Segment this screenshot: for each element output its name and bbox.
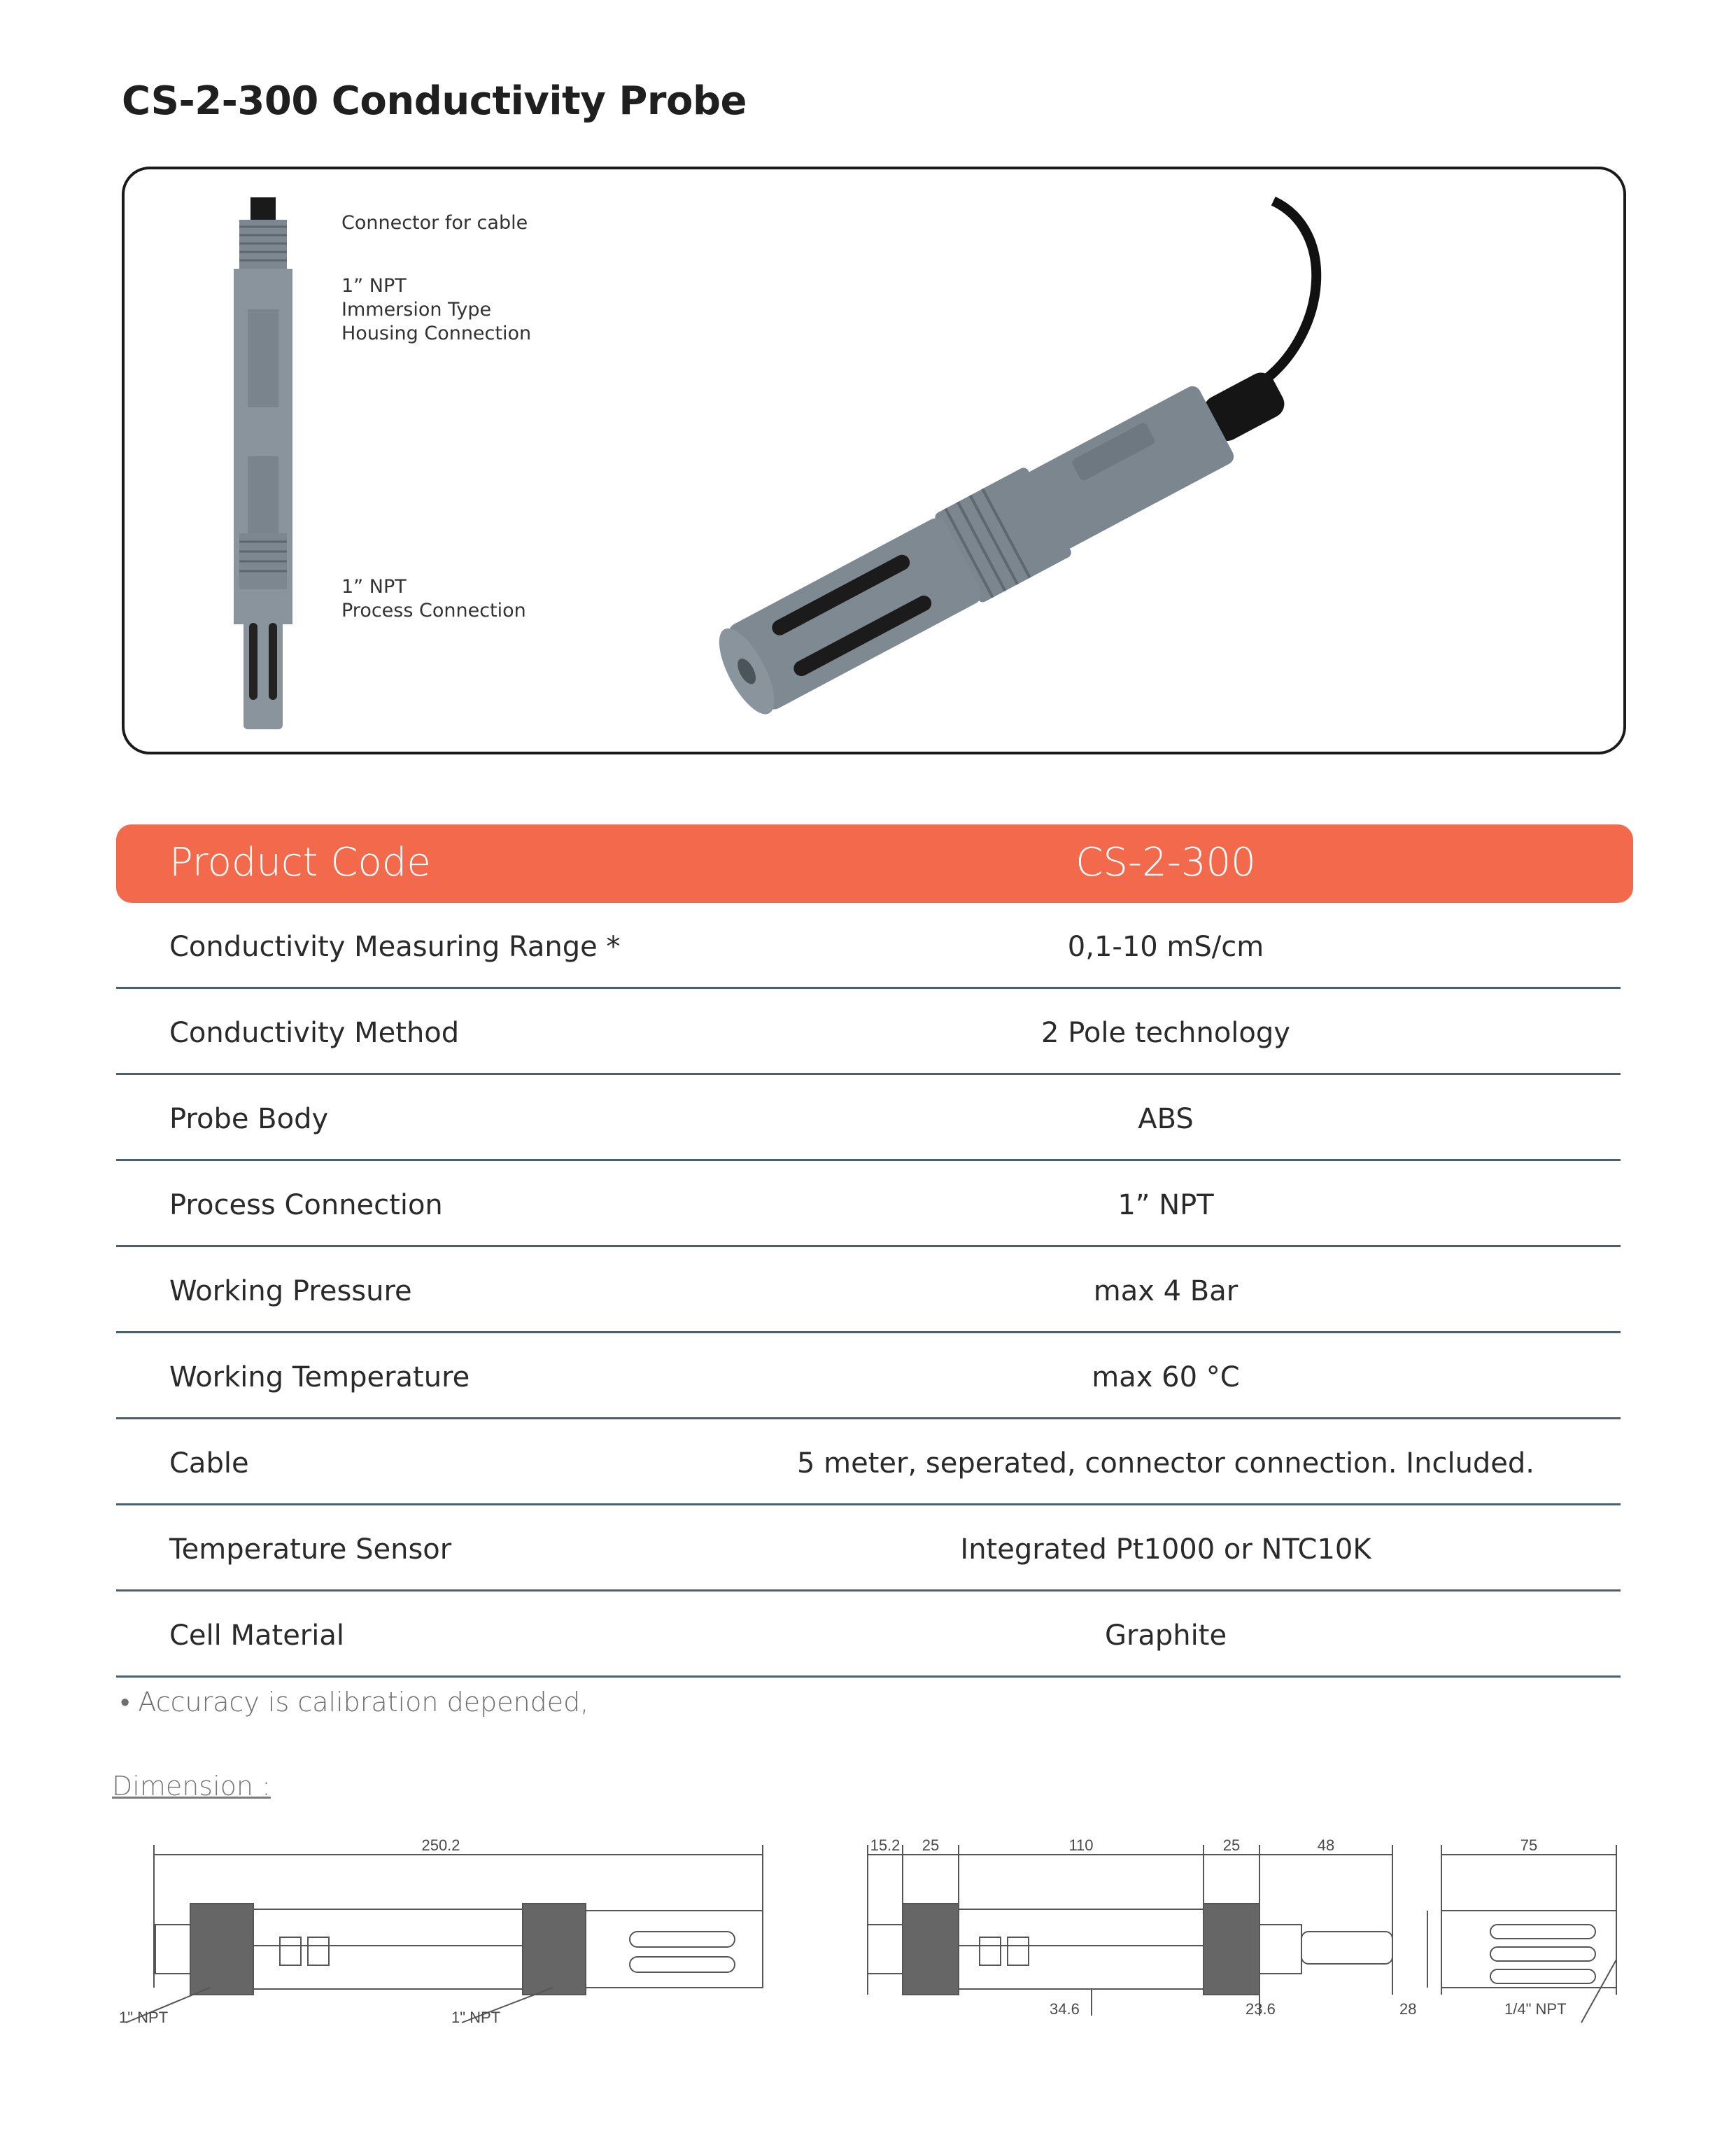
row-value: Graphite — [1104, 1619, 1227, 1652]
dim-cell-height: 28 — [1399, 2000, 1417, 2018]
callout-process-connection: 1” NPT Process Connection — [341, 576, 526, 621]
table-row — [116, 1505, 1621, 1592]
table-row — [116, 989, 1621, 1075]
table-row — [116, 1333, 1621, 1419]
row-label: Conductivity Measuring Range * — [169, 931, 621, 963]
row-value: 5 meter, seperated, connector connection. Included. — [796, 1447, 1535, 1480]
dim-npt-left: 1" NPT — [119, 2009, 169, 2026]
row-label: Working Temperature — [169, 1361, 470, 1393]
header-value: CS-2-300 — [1075, 840, 1256, 885]
row-value: 2 Pole technology — [1041, 1017, 1290, 1049]
dim-seg-3: 110 — [1068, 1836, 1094, 1854]
header-label: Product Code — [169, 840, 431, 885]
row-label: Temperature Sensor — [169, 1533, 452, 1566]
page-title: CS-2-300 Conductivity Probe — [122, 78, 747, 124]
row-value: max 4 Bar — [1093, 1275, 1239, 1307]
row-label: Cell Material — [169, 1619, 344, 1652]
dim-seg-4: 25 — [1222, 1836, 1241, 1854]
dim-npt-right: 1" NPT — [451, 2009, 501, 2026]
dim-cell-npt: 1/4" NPT — [1504, 2000, 1567, 2018]
table-row — [116, 1419, 1621, 1505]
spec-table — [116, 824, 1633, 1678]
spec-table-header — [116, 824, 1633, 903]
table-row — [116, 1247, 1621, 1333]
dimension-heading: Dimension : — [112, 1771, 271, 1801]
row-label: Probe Body — [169, 1103, 329, 1135]
angled-probe-image — [652, 195, 1389, 724]
row-label: Conductivity Method — [169, 1017, 460, 1049]
dim-seg-2: 25 — [922, 1836, 940, 1854]
accuracy-footnote: • Accuracy is calibration depended, — [120, 1687, 589, 1717]
vertical-probe-image — [234, 197, 292, 729]
dim-seg-1: 15.2 — [870, 1836, 901, 1854]
dim-total-length: 250.2 — [421, 1836, 460, 1854]
drawing-full-length — [126, 1845, 763, 2023]
row-value: ABS — [1138, 1103, 1194, 1135]
dim-bottom-1: 34.6 — [1050, 2000, 1080, 2018]
table-row — [116, 1075, 1621, 1161]
table-row — [116, 1592, 1621, 1678]
row-value: 1” NPT — [1117, 1189, 1214, 1221]
table-row — [116, 903, 1621, 989]
row-value: Integrated Pt1000 or NTC10K — [960, 1533, 1371, 1566]
row-value: max 60 °C — [1092, 1361, 1240, 1393]
dim-bottom-2: 23.6 — [1245, 2000, 1276, 2018]
drawing-segments — [868, 1845, 1392, 2016]
row-value: 0,1-10 mS/cm — [1067, 931, 1264, 963]
row-label: Cable — [169, 1447, 249, 1480]
dimension-drawings — [0, 1820, 1736, 2044]
dim-cell-width: 75 — [1520, 1836, 1538, 1854]
dim-seg-5: 48 — [1317, 1836, 1335, 1854]
table-row — [116, 1161, 1621, 1247]
row-label: Process Connection — [169, 1189, 443, 1221]
drawing-cell-end — [1427, 1845, 1616, 2023]
product-image-panel — [122, 167, 1626, 754]
probe-illustration — [125, 169, 1629, 757]
callout-housing-connection: 1” NPT Immersion Type Housing Connection — [341, 275, 532, 344]
callout-connector: Connector for cable — [341, 212, 528, 234]
row-label: Working Pressure — [169, 1275, 412, 1307]
